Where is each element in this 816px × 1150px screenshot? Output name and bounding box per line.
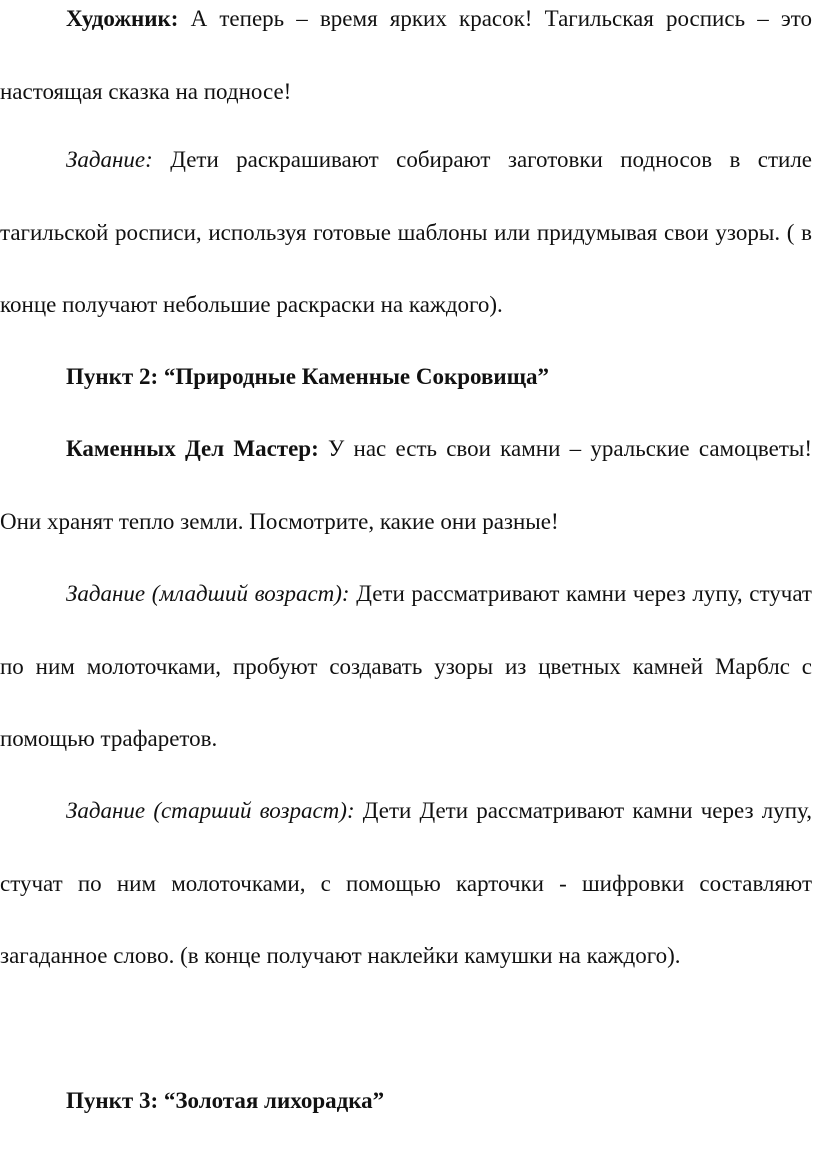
paragraph-artist-speech <box>0 0 816 128</box>
paragraph-task-tray <box>0 124 816 342</box>
section-heading-point-2 <box>0 341 816 414</box>
speaker-label: Каменных Дел Мастер: <box>66 436 319 461</box>
paragraph-task-younger <box>0 558 816 776</box>
heading-text: Пункт 2: “Природные Каменные Сокровища” <box>66 364 550 389</box>
paragraph-text: Дети Дети рассматривают камни через лупу, стучат по ним молоточками, с помощью карточки - шифровки составляют загаданное слово. (в конце получают наклейки камушки на каждого). <box>0 798 813 969</box>
paragraph-text: А теперь – время ярких красок! Тагильская роспись – это настоящая сказка на подносе! <box>0 6 812 104</box>
task-label: Задание: <box>66 147 153 172</box>
section-heading-point-3 <box>0 1065 816 1138</box>
paragraph-task-older <box>0 775 816 993</box>
paragraph-stonemaster-speech <box>0 413 816 558</box>
paragraph-text: Дети раскрашивают собирают заготовки подносов в стиле тагильской росписи, используя готовые шаблоны или придумывая свои узоры. ( в конце получают небольшие раскраски на каждого). <box>0 147 812 318</box>
speaker-label: Художник: <box>66 6 179 31</box>
heading-text: Пункт 3: “Золотая лихорадка” <box>66 1088 385 1113</box>
task-label: Задание (старший возраст): <box>66 798 355 823</box>
task-label: Задание (младший возраст): <box>66 581 350 606</box>
paragraph-text: Дети рассматривают камни через лупу, стучат по ним молоточками, пробуют создавать узоры из цветных камней Марблс с помощью трафаретов. <box>0 581 812 752</box>
paragraph-text: У нас есть свои камни – уральские самоцветы! Они хранят тепло земли. Посмотрите, какие они разные! <box>0 436 812 534</box>
